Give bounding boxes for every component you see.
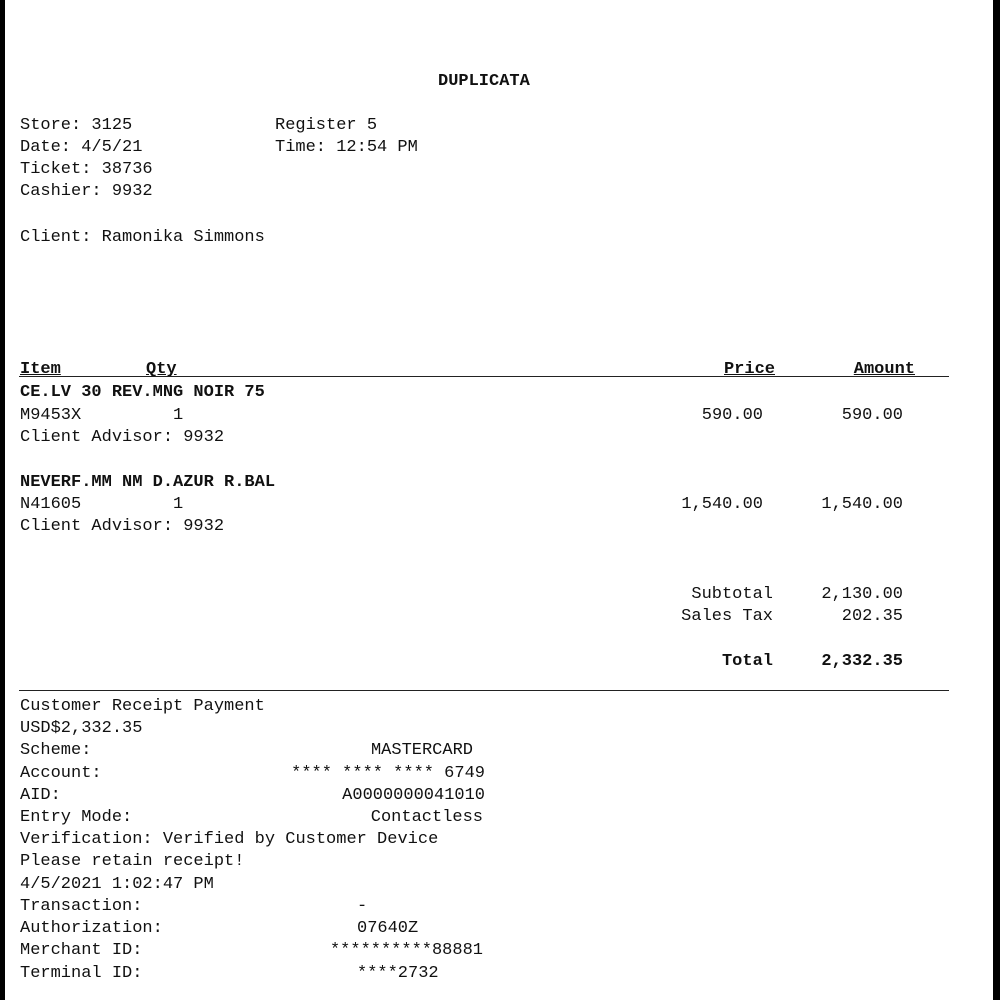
ticket-number: Ticket: 38736 [20,160,153,179]
authorization-label: Authorization: [20,919,163,938]
item-1-amount: 590.00 [841,406,903,425]
item-2-qty: 1 [173,495,184,514]
aid-label: AID: [20,786,61,805]
cashier-number: Cashier: 9932 [20,182,153,201]
totals-rule [19,690,949,691]
client-name: Client: Ramonika Simmons [20,228,265,247]
scheme-value: MASTERCARD [370,741,473,760]
terminal-id-value: ****2732 [357,964,439,983]
sales-tax-label: Sales Tax [681,607,773,626]
item-2-sku: N41605 [20,495,82,514]
header-rule [19,376,949,377]
merchant-id-value: **********88881 [329,941,483,960]
item-1-qty: 1 [173,406,184,425]
total-value: 2,332.35 [821,652,903,671]
item-2-advisor: Client Advisor: 9932 [20,517,225,536]
payment-amount: USD$2,332.35 [20,719,143,738]
terminal-id-label: Terminal ID: [20,964,143,983]
payment-datetime: 4/5/2021 1:02:47 PM [20,875,214,894]
authorization-value: 07640Z [357,919,419,938]
sales-tax-value: 202.35 [841,607,903,626]
subtotal-label: Subtotal [691,585,773,604]
receipt-paper [5,0,993,1000]
register-number: Register 5 [275,116,378,135]
receipt-title: DUPLICATA [438,72,530,91]
account-value: **** **** **** 6749 [291,764,485,783]
total-label: Total [721,652,773,671]
merchant-id-label: Merchant ID: [20,941,143,960]
subtotal-value: 2,130.00 [821,585,903,604]
column-price: Price [723,360,775,379]
item-2-price: 1,540.00 [681,495,763,514]
transaction-label: Transaction: [20,897,143,916]
item-2-name: NEVERF.MM NM D.AZUR R.BAL [20,473,276,492]
transaction-value: - [357,897,368,916]
column-item: Item [20,360,61,379]
receipt-time: Time: 12:54 PM [275,138,418,157]
aid-value: A0000000041010 [342,786,485,805]
item-1-sku: M9453X [20,406,82,425]
item-1-advisor: Client Advisor: 9932 [20,428,225,447]
store-number: Store: 3125 [20,116,133,135]
verification-text: Verification: Verified by Customer Device [20,830,439,849]
retain-receipt-note: Please retain receipt! [20,852,245,871]
item-2-amount: 1,540.00 [821,495,903,514]
scheme-label: Scheme: [20,741,92,760]
account-label: Account: [20,764,102,783]
item-1-name: CE.LV 30 REV.MNG NOIR 75 [20,383,265,402]
entry-mode-label: Entry Mode: [20,808,133,827]
entry-mode-value: Contactless [370,808,483,827]
column-qty: Qty [146,360,177,379]
column-amount: Amount [853,360,915,379]
item-1-price: 590.00 [701,406,763,425]
receipt-date: Date: 4/5/21 [20,138,143,157]
payment-heading: Customer Receipt Payment [20,697,265,716]
